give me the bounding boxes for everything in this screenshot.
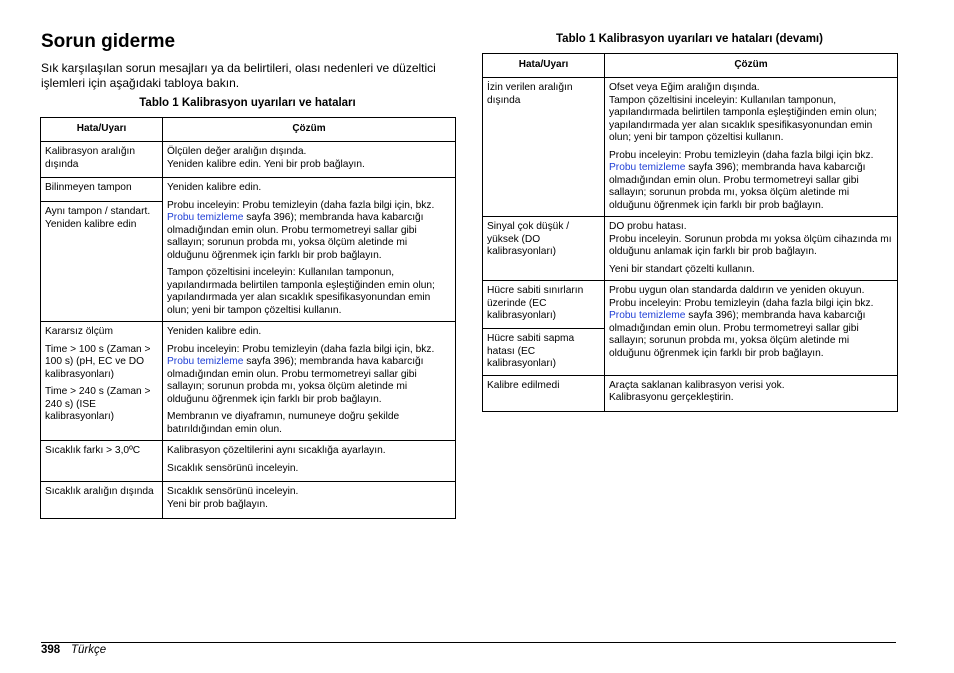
solution-text: Probu inceleyin: Probu temizleyin (daha fazla bilgi için bkz. Probu temizleme sayfa 396); membranda hava kabarcığı olmadığından emin olun. Probu termometreyi sallar gibi sallayın; sorunun probda mı, yoksa ölçüm aletinde mi olduğunu öğrenmek için farklı bir prob bağlayın. (609, 297, 874, 359)
table-header-row (483, 54, 898, 78)
error-text: İzin verilen aralığın dışında (487, 82, 573, 106)
page-title: Sorun giderme (41, 31, 176, 52)
solution-text: Yeni bir standart çözelti kullanın. (609, 263, 755, 275)
error-text: Kalibrasyon aralığın dışında (45, 146, 136, 170)
error-text: Time > 100 s (Zaman > 100 s) (pH, EC ve DO kalibrasyonları) (45, 343, 151, 380)
table-row (41, 482, 456, 519)
footer-language: Türkçe (71, 644, 107, 656)
solution-text: Tampon çözeltisini inceleyin: Kullanılan tamponun, yapılandırmada belirtilen tamponla eşleştiğinden emin olun; yapılandırmada yer alan sıcaklık spesifikasyonundan emin olun; yeni bir tampon çözeltisi kullanın. (167, 267, 435, 316)
table-row (41, 178, 456, 322)
solution-text: Kalibrasyonu gerçekleştirin. (609, 392, 734, 403)
header-error: Hata/Uyarı (41, 118, 163, 142)
right-table-caption: Tablo 1 Kalibrasyon uyarıları ve hataları (devamı) (556, 33, 823, 45)
error-text: Sıcaklık aralığın dışında (45, 486, 154, 497)
error-text: Sıcaklık farkı > 3,0ºC (45, 445, 141, 456)
error-text: Bilinmeyen tampon (41, 178, 162, 202)
footer-divider (41, 642, 896, 643)
calibration-table-right (482, 53, 898, 412)
solution-text: Ofset veya Eğim aralığın dışında. (609, 82, 760, 93)
solution-text: Probu inceleyin: Probu temizleyin (daha fazla bilgi için, bkz. Probu temizleme sayfa 396); membranda hava kabarcığı olmadığından emin olun. Probu termometreyi sallar gibi sallayın; sorunun probda mı, yoksa ölçüm aletinde mi olduğunu öğrenmek için farklı bir prob bağlayın. (167, 343, 435, 405)
solution-text: Probu inceleyin: Probu temizleyin (daha fazla bilgi için, bkz. Probu temizleme sayfa 396); membranda hava kabarcığı olmadığından emin olun. Probu termometreyi sallar gibi sallayın; sorunun probda mı, yoksa ölçüm aletinde mi olduğunu öğrenmek için farklı bir prob bağlayın. (167, 199, 435, 261)
solution-text: Yeniden kalibre edin. (167, 326, 262, 337)
solution-text: Probu inceleyin: Probu temizleyin (daha fazla bilgi için bkz. Probu temizleme sayfa 396); membranda hava kabarcığı olmadığından emin olun. Probu termometreyi sallar gibi sallayın; sorunun probda mı, yoksa ölçüm aletinde mi olduğunu öğrenmek için farklı bir prob bağlayın. (609, 149, 874, 211)
table-row (483, 78, 898, 217)
table-header-row (41, 118, 456, 142)
probe-cleaning-link[interactable]: Probu temizleme (167, 356, 244, 367)
table-row (483, 281, 898, 376)
calibration-table-left (40, 117, 456, 519)
table-row (41, 322, 456, 441)
header-solution: Çözüm (605, 54, 898, 78)
solution-text: Araçta saklanan kalibrasyon verisi yok. (609, 379, 785, 391)
error-text: Kararsız ölçüm (45, 326, 113, 337)
left-table-caption: Tablo 1 Kalibrasyon uyarıları ve hataları (139, 97, 356, 109)
probe-cleaning-link[interactable]: Probu temizleme (609, 310, 686, 321)
error-text: Time > 240 s (Zaman > 240 s) (ISE kalibrasyonları) (45, 386, 151, 422)
error-text: Aynı tampon / standart. Yeniden kalibre edin (45, 206, 151, 230)
probe-cleaning-link[interactable]: Probu temizleme (609, 162, 686, 173)
solution-text: Yeniden kalibre edin. (167, 182, 262, 193)
solution-text: Probu inceleyin. Sorunun probda mı yoksa ölçüm cihazında mı olduğunu anlamak için farklı bir prob bağlayın. (609, 233, 892, 257)
error-text: Kalibre edilmedi (487, 379, 560, 391)
error-text: Sinyal çok düşük / yüksek (DO kalibrasyonları) (487, 221, 570, 257)
solution-text: Yeniden kalibre edin. Yeni bir prob bağlayın. (167, 158, 365, 170)
solution-text: Yeni bir prob bağlayın. (167, 498, 269, 510)
solution-text: Probu uygun olan standarda daldırın ve yeniden okuyun. (609, 285, 865, 296)
solution-text: Sıcaklık sensörünü inceleyin. (167, 462, 299, 474)
error-text: Hücre sabiti sapma hatası (EC kalibrasyonları) (487, 333, 575, 369)
table-row (483, 375, 898, 411)
solution-text: Tampon çözeltisini inceleyin: Kullanılan tamponun, yapılandırmada belirtilen tamponla eşleştiğinden emin olun; yapılandırmada yer alan sıcaklık spesifikasyonundan emin olun; yeni bir tampon çözeltisi kullanın. (609, 94, 877, 143)
table-row (41, 142, 456, 178)
solution-text: Ölçülen değer aralığın dışında. (167, 146, 307, 157)
error-text: Hücre sabiti sınırların üzerinde (EC kalibrasyonları) (483, 281, 604, 329)
solution-text: Membranın ve diyaframın, numuneye doğru şekilde batırıldığından emin olun. (167, 411, 400, 435)
intro-paragraph: Sık karşılaşılan sorun mesajları ya da belirtileri, olası nedenleri ve düzeltici işlemleri için aşağıdaki tabloya bakın. (41, 61, 436, 90)
page-number: 398 (41, 644, 61, 656)
solution-text: Sıcaklık sensörünü inceleyin. (167, 486, 299, 497)
probe-cleaning-link[interactable]: Probu temizleme (167, 212, 244, 223)
header-error: Hata/Uyarı (483, 54, 605, 78)
solution-text: DO probu hatası. (609, 221, 687, 232)
table-row (41, 441, 456, 482)
table-row (483, 217, 898, 281)
header-solution: Çözüm (163, 118, 456, 142)
solution-text: Kalibrasyon çözeltilerini aynı sıcaklığa ayarlayın. (167, 445, 386, 456)
